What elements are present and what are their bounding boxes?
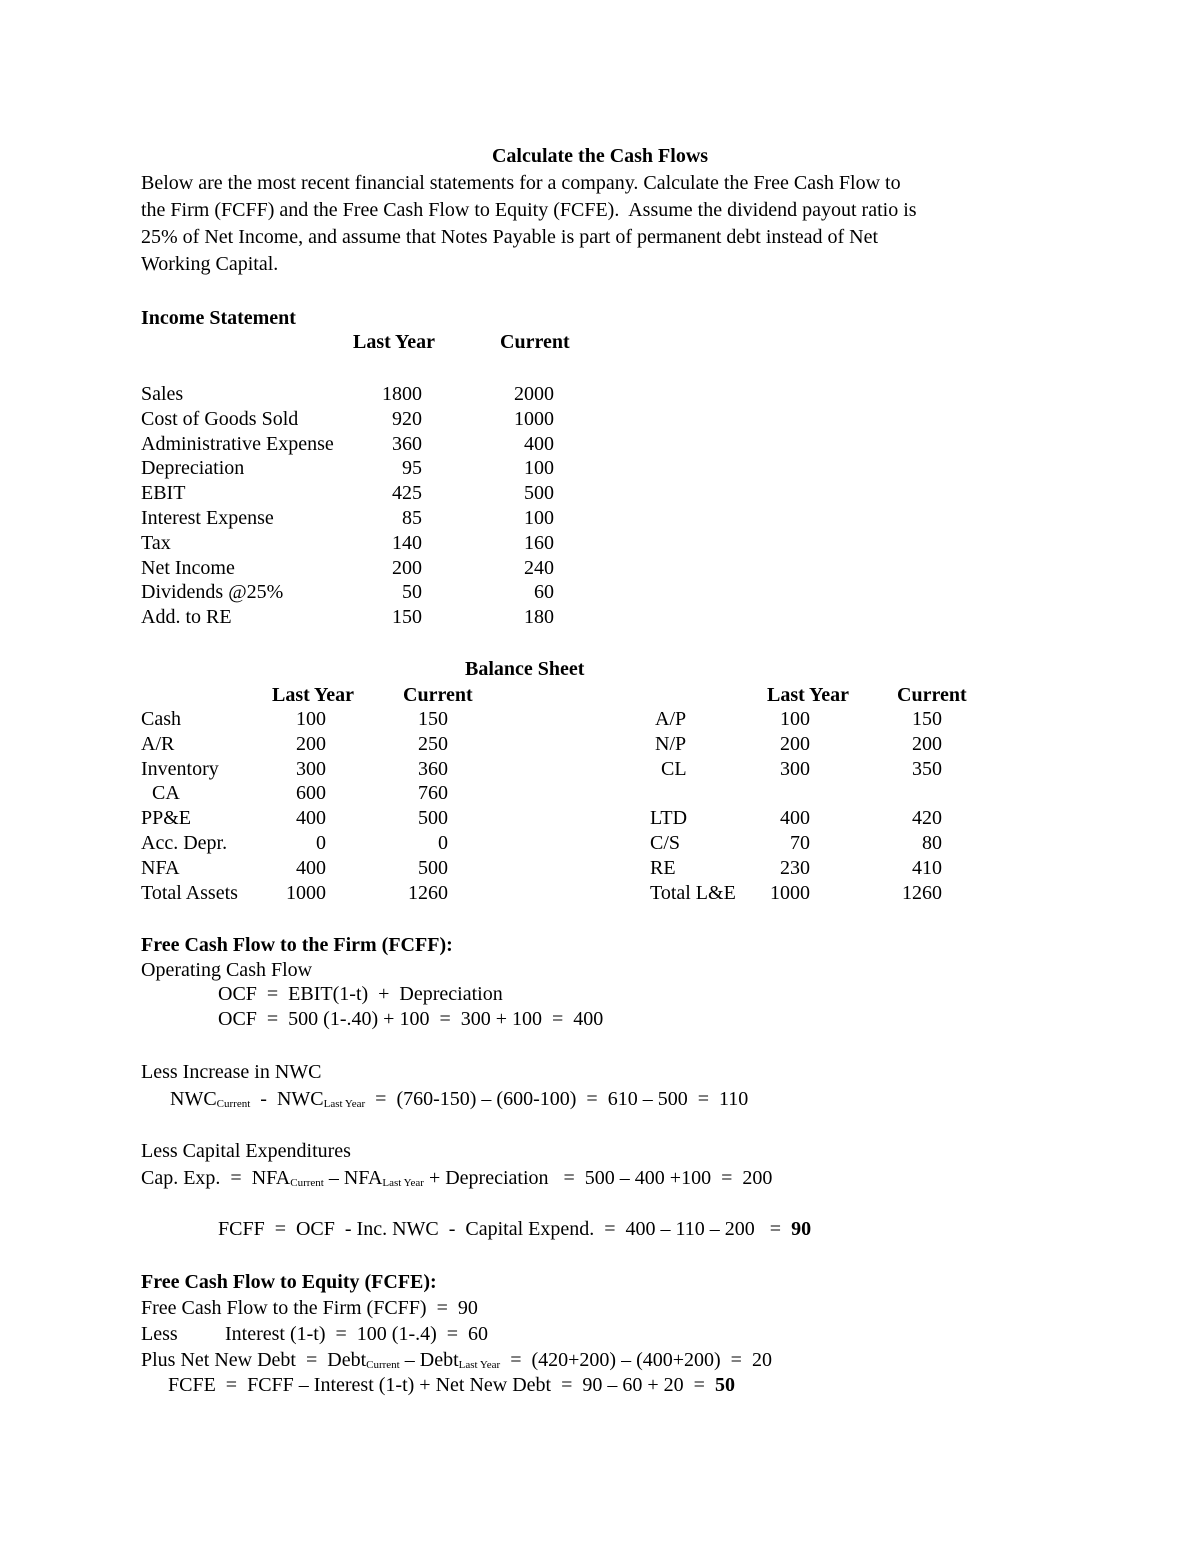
income-row-current: 60 [534, 581, 554, 604]
nwc-label: Less Increase in NWC [141, 1061, 322, 1083]
asset-row-label: A/R [141, 732, 175, 755]
asset-row-current: 360 [418, 757, 448, 780]
income-row-label: Net Income [141, 556, 235, 579]
asset-row-current: 0 [438, 832, 448, 854]
liability-row-current: 410 [912, 856, 942, 879]
asset-row-last-year: 400 [296, 807, 326, 830]
income-row-label: Add. to RE [141, 606, 232, 629]
liability-row-last-year: 1000 [770, 881, 810, 904]
liability-row-label: C/S [650, 832, 681, 854]
income-row-label: Interest Expense [141, 507, 274, 529]
assets-col-current: Current [403, 684, 473, 706]
intro-line-2: the Firm (FCFF) and the Free Cash Flow to Equity (FCFE). Assume the dividend payout ratio is [141, 199, 917, 221]
income-row-label: Administrative Expense [141, 432, 334, 455]
fcff-value: 90 [791, 1218, 812, 1240]
asset-row-label: NFA [141, 856, 180, 879]
ocf-label: Operating Cash Flow [141, 959, 313, 981]
income-row-current: 500 [524, 482, 554, 505]
capex-label: Less Capital Expenditures [141, 1140, 351, 1162]
liability-row-current: 1260 [902, 881, 942, 904]
asset-row-last-year: 400 [296, 856, 326, 879]
liability-row-current: 80 [922, 832, 942, 854]
asset-row-label: PP&E [141, 807, 192, 830]
liability-row-last-year: 400 [780, 807, 810, 830]
liability-row-current: 200 [912, 732, 942, 755]
intro-line-1: Below are the most recent financial statements for a company. Calculate the Free Cash Flow to [141, 172, 901, 194]
income-col-last-year: Last Year [353, 331, 436, 353]
asset-row-label: CA [152, 782, 180, 805]
income-row-current: 100 [524, 457, 554, 480]
income-row-current: 180 [524, 606, 554, 629]
asset-row-label: Total Assets [141, 881, 238, 904]
income-row-current: 100 [524, 507, 554, 529]
income-row-last-year: 150 [392, 606, 422, 629]
asset-row-last-year: 1000 [286, 881, 326, 904]
income-row-current: 240 [524, 556, 554, 579]
fcfe-value: 50 [714, 1374, 735, 1396]
income-col-current: Current [500, 331, 570, 353]
income-row-current: 2000 [514, 383, 554, 405]
liability-row-last-year: 300 [780, 757, 810, 780]
liability-row-label: N/P [655, 732, 687, 755]
income-row-label: Dividends @25% [141, 581, 284, 604]
liability-row-label: A/P [655, 708, 687, 730]
income-row-current: 1000 [514, 407, 554, 430]
income-row-last-year: 140 [392, 531, 422, 554]
asset-row-last-year: 100 [296, 708, 326, 730]
fcff-heading: Free Cash Flow to the Firm (FCFF): [141, 934, 453, 956]
income-row-label: EBIT [141, 482, 186, 505]
liability-row-label: RE [650, 856, 676, 879]
asset-row-last-year: 0 [316, 832, 326, 854]
liability-row-current: 420 [912, 807, 942, 830]
fcfe-heading: Free Cash Flow to Equity (FCFE): [141, 1271, 437, 1293]
income-row-label: Cost of Goods Sold [141, 407, 299, 430]
fcff-total: FCFF = OCF - Inc. NWC - Capital Expend. = 400 – 110 – 200 = 90 [218, 1218, 812, 1240]
assets-col-last-year: Last Year [272, 684, 355, 706]
liability-row-current: 150 [912, 708, 942, 730]
income-row-last-year: 85 [402, 507, 422, 529]
income-row-current: 160 [524, 531, 554, 554]
intro-line-3: 25% of Net Income, and assume that Notes Payable is part of permanent debt instead of Net [141, 226, 879, 248]
liab-col-last-year: Last Year [767, 684, 850, 706]
liab-col-current: Current [897, 684, 967, 706]
ocf-calculation: OCF = 500 (1-.40) + 100 = 300 + 100 = 400 [218, 1008, 604, 1030]
liability-row-label: Total L&E [650, 881, 736, 904]
asset-row-current: 1260 [408, 881, 448, 904]
asset-row-label: Acc. Depr. [141, 832, 228, 854]
capex-calculation: Cap. Exp. = $NFA_{Current} - NFA_{Last Year}$ + Depreciation = 500 – 400 +100 = 200 [141, 1167, 773, 1189]
page-title: Calculate the Cash Flows [491, 145, 709, 167]
intro-line-4: Working Capital. [141, 253, 279, 275]
income-row-last-year: 50 [402, 581, 422, 604]
balance-sheet-heading: Balance Sheet [465, 658, 585, 680]
income-row-last-year: 920 [392, 407, 422, 430]
liability-row-label: LTD [650, 807, 688, 830]
income-row-label: Tax [141, 531, 171, 554]
liability-row-label: CL [661, 757, 687, 780]
income-row-last-year: 95 [402, 457, 422, 480]
income-row-label: Depreciation [141, 457, 245, 480]
asset-row-current: 500 [418, 856, 448, 879]
fcfe-line-3: Plus Net New Debt = Debt$_{Current}$ – Debt$_{Last Year}$ = (420+200) – (400+200) = 20 [141, 1349, 772, 1371]
income-row-last-year: 425 [392, 482, 422, 505]
liability-row-last-year: 200 [780, 732, 810, 755]
income-row-last-year: 1800 [382, 383, 422, 405]
income-row-last-year: 200 [392, 556, 422, 579]
liability-row-last-year: 70 [790, 832, 810, 854]
nwc-calculation: $NWC_{Current} - NWC_{Last Year} = (760-150) - (600-100) = 610 - 500 = 110$ [170, 1088, 749, 1110]
asset-row-current: 500 [418, 807, 448, 830]
asset-row-last-year: 600 [296, 782, 326, 805]
asset-row-label: Inventory [141, 757, 219, 780]
fcfe-total: FCFE = FCFF – Interest (1-t) + Net New Debt = 90 – 60 + 20 = 50 [168, 1374, 735, 1396]
asset-row-last-year: 300 [296, 757, 326, 780]
liability-row-current: 350 [912, 757, 942, 780]
asset-row-last-year: 200 [296, 732, 326, 755]
liability-row-last-year: 230 [780, 856, 810, 879]
income-row-last-year: 360 [392, 432, 422, 455]
liability-row-last-year: 100 [780, 708, 810, 730]
asset-row-current: 250 [418, 732, 448, 755]
ocf-formula: OCF = EBIT(1-t) + Depreciation [218, 983, 503, 1005]
asset-row-label: Cash [141, 708, 181, 730]
income-row-current: 400 [524, 432, 554, 455]
fcfe-line-2-less: Less [141, 1323, 178, 1345]
fcfe-line-2-interest: Interest (1-t) = 100 (1-.4) = 60 [225, 1323, 489, 1345]
income-statement-heading: Income Statement [141, 307, 296, 329]
asset-row-current: 150 [418, 708, 448, 730]
fcfe-line-1: Free Cash Flow to the Firm (FCFF) = 90 [141, 1297, 478, 1319]
asset-row-current: 760 [418, 782, 448, 805]
income-row-label: Sales [141, 383, 184, 405]
